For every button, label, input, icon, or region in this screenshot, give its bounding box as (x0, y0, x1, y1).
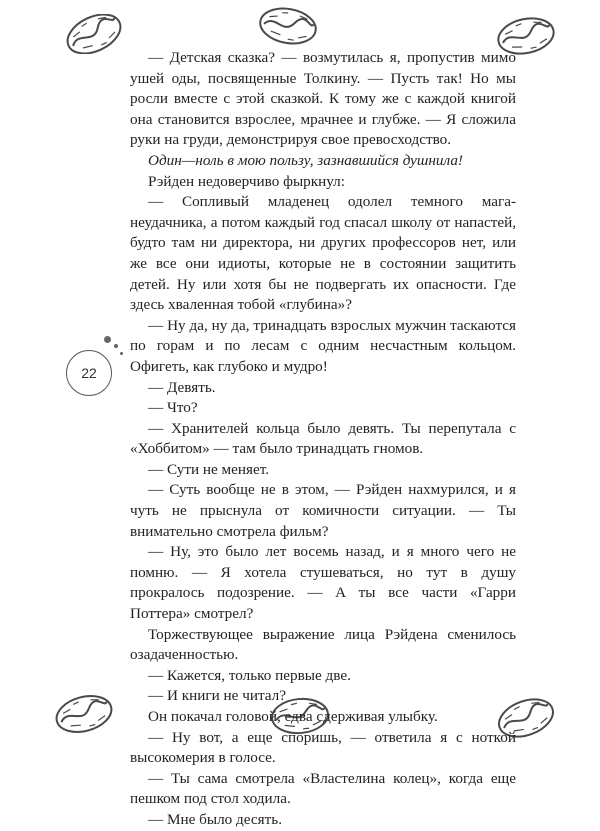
paragraph: — Мне было десять. (148, 810, 282, 828)
paragraph: — Сути не меняет. (148, 460, 270, 478)
page-body-text (130, 48, 516, 831)
paragraph: — Суть вообще не в этом, — Рэйден нахмурился, и я чуть не прыснула от комичности ситуации. — Ты внимательно смотрела фильм? (130, 481, 516, 540)
coffee-bean-icon (54, 694, 114, 734)
paragraph: — Хранителей кольца было девять. Ты перепутала с «Хоббитом» — там было тринадцать гномов. (130, 419, 516, 458)
page-number-badge (66, 350, 116, 400)
paragraph: — Что? (148, 399, 198, 417)
paragraph: Торжествующее выражение лица Рэйдена сменилось озадаченностью. (130, 625, 516, 664)
coffee-bean-icon (258, 6, 318, 46)
paragraph: — Ну, это было лет восемь назад, и я много чего не помню. — Я хотела стушеваться, но тут в душу прокралось подозрение. — А ты все части «Гарри Поттера» смотрел? (130, 543, 516, 623)
paragraph: — Ну вот, а еще споришь, — ответила я с ноткой высокомерия в голосе. (130, 728, 516, 767)
page-number: 22 (66, 350, 112, 396)
paragraph: — Ты сама смотрела «Властелина колец», когда еще пешком под стол ходила. (130, 769, 516, 808)
paragraph: — Девять. (148, 378, 216, 396)
paragraph: — Ну да, ну да, тринадцать взрослых мужчин таскаются по горам и по лесам с одним несчастным кольцом. Офигеть, как глубоко и мудро! (130, 316, 516, 375)
paragraph: — Сопливый младенец одолел темного мага-неудачника, а потом каждый год спасал школу от напастей, будто там ни директора, ни других профессоров нет, или же все они идиоты, которые не в состоянии защитить детей. Ну или хотя бы не подвергать их опасности. Где здесь хваленная тобой «глубина»? (130, 193, 516, 314)
paragraph: Он покачал головой, едва сдерживая улыбку. (148, 708, 438, 725)
paragraph: — Детская сказка? — возмутилась я, пропустив мимо ушей оды, посвященные Толкину. — Пусть так! Но мы росли вместе с этой сказкой. К тому же с каждой книгой она становится взрослее, мрачнее и глубже. — Я сложила руки на груди, демонстрируя свое превосходство. (130, 49, 516, 149)
italic-paragraph: Один—ноль в мою пользу, зазнавшийся душнила! (148, 151, 463, 169)
coffee-bean-icon (64, 14, 124, 54)
paragraph: — И книги не читал? (148, 687, 286, 705)
paragraph: Рэйден недоверчиво фыркнул: (148, 172, 345, 190)
paragraph: — Кажется, только первые две. (148, 666, 351, 684)
